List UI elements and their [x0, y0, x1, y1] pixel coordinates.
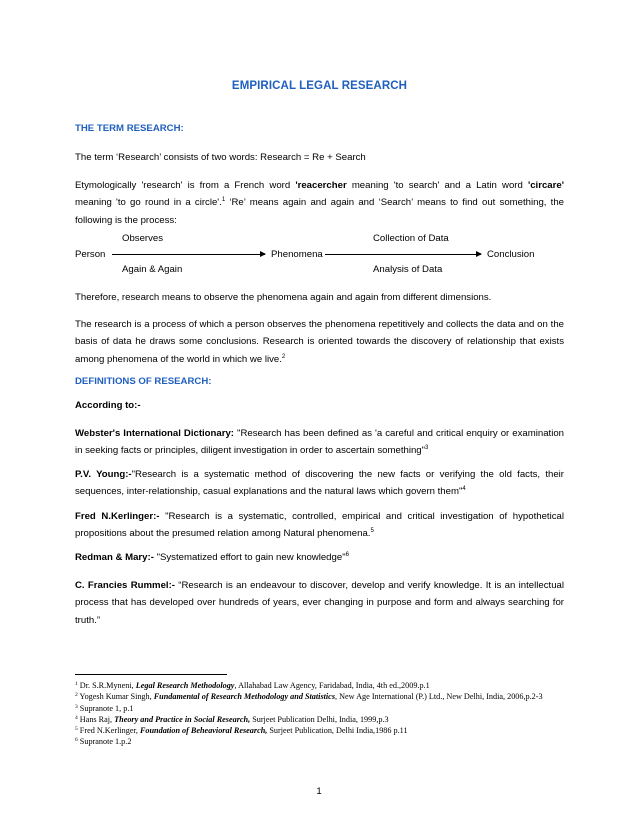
- definitions-heading: DEFINITIONS OF RESEARCH:: [75, 376, 212, 387]
- flow-person: Person: [75, 249, 106, 260]
- footnote-ref: 3: [425, 445, 429, 452]
- process-paragraph: The research is a process of which a person observes the phenomena repetitively and collects the data and on the basis of data he draws some conclusions. Research is oriented towards the discovery of relationship that exists among phenomena of the world in which we live.$^2$: [75, 319, 564, 365]
- footnote-ref: 5: [370, 528, 374, 535]
- footnote-3: $^3$ Supranote 1, p.1: [75, 703, 134, 713]
- footnote-5: $^5$ Fred N.Kerlinger, Foundation of Beheavioral Research, Surjeet Publication, Delhi India,1986 p.11: [75, 726, 408, 736]
- definition-rummel: C. Francies Rummel:- “Research is an endeavour to discover, develop and verify knowledge. It is an intellectual process that has developed over hundreds of years, ever changing in purpose and form and always searching for truth.”: [75, 580, 564, 626]
- flow-conclusion: Conclusion: [487, 249, 535, 260]
- footnote-2: $^2$ Yogesh Kumar Singh, Fundamental of Research Methodology and Statistics, New Age International (P.) Ltd., New Delhi, India, 2006,p.2-3: [75, 692, 543, 702]
- footnote-1: $^1$ Dr. S.R.Myneni, Legal Research Methodology, Allahabad Law Agency, Faridabad, India, 4th ed.,2009.p.1: [75, 681, 430, 690]
- footnotes: [75, 680, 564, 748]
- flow-arrow-1: [112, 254, 265, 255]
- term-paragraph: The term ‘Research’ consists of two words: Research = Re + Search: [75, 152, 366, 163]
- page-number: 1: [316, 786, 322, 797]
- definition-redman: Redman & Mary:- "Systematized effort to gain new knowledge"$^6$: [75, 552, 349, 563]
- document-title: EMPIRICAL LEGAL RESEARCH: [231, 80, 408, 92]
- term-reacercher: 'reacercher: [295, 180, 347, 191]
- footnote-ref: 6: [345, 552, 349, 558]
- flow-phenomena: Phenomena: [271, 249, 323, 260]
- footnote-4: $^4$ Hans Raj, Theory and Practice in Social Research, Surjeet Publication Delhi, India, 1999,p.3: [75, 714, 389, 724]
- flow-observes: Observes: [122, 233, 164, 244]
- footnote-separator: [75, 674, 227, 675]
- definition-kerlinger: Fred N.Kerlinger:- "Research is a systematic, controlled, empirical and critical investigation of hypothetical propositions about the presumed relation among Natural phenomena.$^5$: [75, 511, 564, 540]
- footnote-ref: 4: [462, 486, 466, 493]
- flow-analysis: Analysis of Data: [373, 264, 443, 275]
- term-heading: THE TERM RESEARCH:: [75, 123, 184, 134]
- footnote-ref: 2: [281, 353, 286, 360]
- flow-arrow-2: [325, 254, 481, 255]
- therefore-paragraph: Therefore, research means to observe the phenomena again and again from different dimensions.: [75, 292, 492, 303]
- etymology-paragraph: Etymologically 'research' is from a French word 'reacercher meaning 'to search' and a Latin word 'circare' meaning 'to go round in a circle'.$^1$ ‘Re’ means again and again and ‘Search’ means to find out something, the following is the process:: [75, 180, 565, 226]
- footnote-ref: 1: [221, 197, 226, 204]
- according-label: According to:-: [75, 400, 141, 411]
- term-circare: 'circare': [527, 180, 564, 191]
- research-process-diagram: [75, 229, 564, 279]
- flow-collection: Collection of Data: [373, 233, 449, 244]
- footnote-6: $^6$ Supranote 1.p.2: [75, 737, 132, 747]
- definition-young: P.V. Young:-"Research is a systematic method of discovering the new facts or verifying the old facts, their sequences, inter-relationship, casual explanations and the natural laws which govern them"$^4$: [75, 469, 564, 498]
- definition-webster: Webster's International Dictionary: "Research has been defined as 'a careful and critical enquiry or examination in seeking facts or principles, diligent investigation in order to ascertain something"$^3$: [75, 428, 564, 457]
- flow-again: Again & Again: [122, 264, 183, 275]
